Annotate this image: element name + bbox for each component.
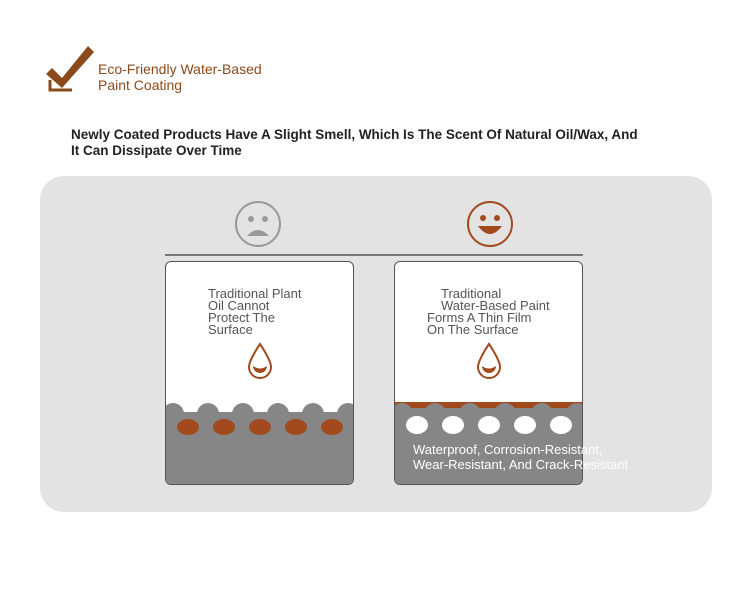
plant-oil-line-4: Surface (208, 322, 253, 337)
intro-line-1: Newly Coated Products Have A Slight Smell, Which Is The Scent Of Natural Oil/Wax, And (71, 127, 638, 142)
water-paint-line-1: Traditional (441, 286, 502, 301)
features-line-1: Waterproof, Corrosion-Resistant, (413, 442, 603, 457)
oil-drop-icon (246, 342, 274, 380)
water-paint-text (427, 288, 577, 336)
page-heading (98, 61, 262, 93)
water-paint-line-4: On The Surface (427, 322, 519, 337)
checkmark-icon (44, 44, 94, 92)
sad-face-icon (234, 200, 282, 248)
features-text (413, 442, 628, 472)
water-paint-line-3: Forms A Thin Film (427, 310, 532, 325)
heading-line-2: Paint Coating (98, 77, 183, 93)
features-line-2: Wear-Resistant, And Crack-Resistant (413, 457, 629, 472)
happy-face-icon (466, 200, 514, 248)
plant-oil-line-1: Traditional Plant (208, 286, 302, 301)
water-paint-line-2: Water-Based Paint (441, 298, 550, 313)
intro-line-2: It Can Dissipate Over Time (71, 143, 242, 158)
plant-oil-card (165, 261, 354, 485)
plant-oil-line-3: Protect The (208, 310, 275, 325)
plant-oil-line-2: Oil Cannot (208, 298, 270, 313)
water-drop-icon (475, 342, 503, 380)
plant-oil-text (208, 288, 338, 336)
divider-line (165, 254, 583, 256)
heading-line-1: Eco-Friendly Water-Based (98, 61, 262, 77)
intro-text (71, 127, 651, 159)
